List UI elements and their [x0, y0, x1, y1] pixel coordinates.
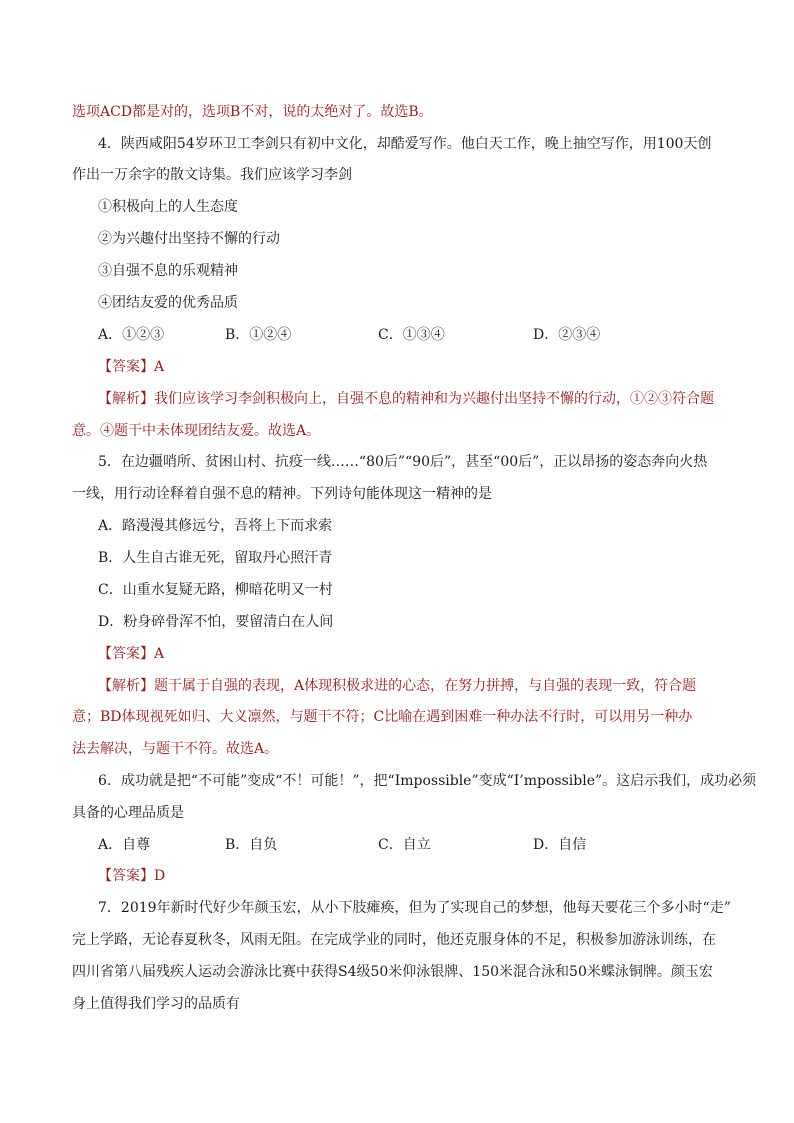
q5-stem-line1: 5．在边疆哨所、贫困山村、抗疫一线……“80后”“90后”，甚至“00后”，正以昂扬的姿态奔向火热	[98, 454, 708, 470]
q5-stem-line2: 一线，用行动诠释着自强不息的精神。下列诗句能体现这一精神的是	[72, 486, 492, 502]
q4-item-1: ①积极向上的人生态度	[98, 199, 238, 215]
q6-option-a: A．自尊	[98, 837, 151, 853]
q7-stem-line1: 7．2019年新时代好少年颜玉宏，从小下肢瘫痪，但为了实现自己的梦想，他每天要花三个多小时“走”	[98, 900, 731, 916]
q6-answer: 【答案】D	[98, 868, 166, 884]
q4-option-d: D．②③④	[533, 327, 601, 343]
q5-explanation-line1: 【解析】题干属于自强的表现，A体现积极求进的心态，在努力拼搏，与自强的表现一致，符合题	[98, 678, 697, 694]
q4-stem-line2: 作出一万余字的散文诗集。我们应该学习李剑	[72, 167, 352, 183]
q5-option-d: D．粉身碎骨浑不怕，要留清白在人间	[98, 614, 334, 630]
q5-option-b: B．人生自古谁无死，留取丹心照汗青	[98, 550, 333, 566]
q7-stem-line3: 四川省第八届残疾人运动会游泳比赛中获得S4级50米仰泳银牌、150米混合泳和50米蝶泳铜牌。颜玉宏	[72, 964, 713, 980]
q6-option-d: D．自信	[533, 837, 587, 853]
q7-stem-line2: 完上学路，无论春夏秋冬，风雨无阻。在完成学业的同时，他还克服身体的不足，积极参加游泳训练，在	[72, 932, 716, 948]
q7-stem-line4: 身上值得我们学习的品质有	[72, 996, 240, 1012]
q5-explanation-line3: 法去解决，与题干不符。故选A。	[72, 741, 279, 757]
prev-explanation-tail: 选项ACD都是对的，选项B不对，说的太绝对了。故选B。	[72, 104, 433, 120]
q6-option-c: C．自立	[378, 837, 431, 853]
q5-explanation-line2: 意；BD体现视死如归、大义凛然，与题干不符；C比喻在遇到困难一种办法不行时，可以用另一种办	[72, 709, 693, 725]
q6-option-b: B．自负	[225, 837, 278, 853]
q4-option-a: A．①②③	[98, 327, 165, 343]
q4-option-b: B．①②④	[225, 327, 292, 343]
q6-stem-line1: 6．成功就是把“不可能”变成“不！可能！”，把“Impossible”变成“I’mpossible”。这启示我们，成功必须	[98, 773, 757, 789]
q4-explanation-line2: 意。④题干中未体现团结友爱。故选A。	[72, 423, 321, 439]
q4-item-3: ③自强不息的乐观精神	[98, 263, 238, 279]
q4-item-4: ④团结友爱的优秀品质	[98, 295, 238, 311]
q6-stem-line2: 具备的心理品质是	[72, 805, 184, 821]
q4-explanation-line1: 【解析】我们应该学习李剑积极向上，自强不息的精神和为兴趣付出坚持不懈的行动，①②③符合题	[98, 391, 714, 407]
q4-option-c: C．①③④	[378, 327, 445, 343]
q5-option-c: C．山重水复疑无路，柳暗花明又一村	[98, 582, 333, 598]
q4-answer: 【答案】A	[98, 359, 165, 375]
q5-answer: 【答案】A	[98, 646, 165, 662]
q4-stem-line1: 4．陕西咸阳54岁环卫工李剑只有初中文化，却酷爱写作。他白天工作，晚上抽空写作，用100天创	[98, 136, 712, 152]
q5-option-a: A．路漫漫其修远兮，吾将上下而求索	[98, 518, 333, 534]
q4-item-2: ②为兴趣付出坚持不懈的行动	[98, 231, 280, 247]
